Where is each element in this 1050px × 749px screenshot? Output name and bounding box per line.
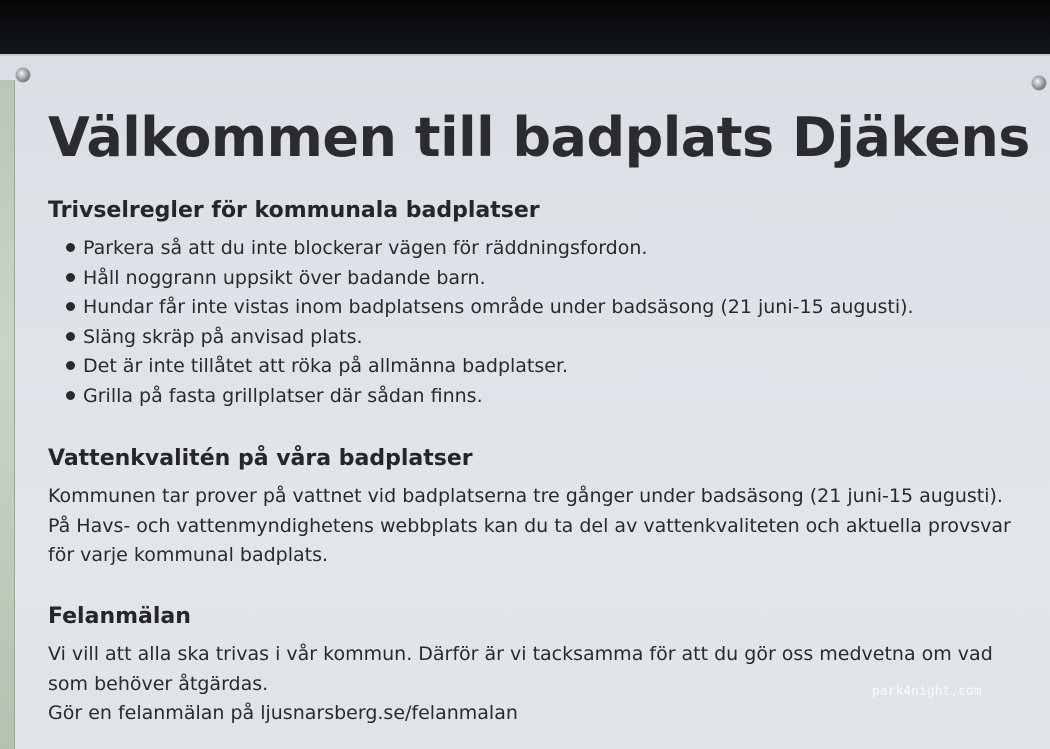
- rule-text: Släng skräp på anvisad plats.: [83, 325, 363, 348]
- text-line: Vi vill att alla ska trivas i vår kommun. Därför är vi tacksamma för att du gör oss medvetna om vad: [48, 643, 993, 665]
- fault-report-text: [48, 640, 993, 729]
- rule-text: Håll noggrann uppsikt över badande barn.: [83, 266, 486, 289]
- fault-report-heading: Felanmälan: [48, 604, 191, 629]
- screw-icon: [16, 68, 30, 82]
- rule-item: [66, 293, 914, 323]
- rule-item: [66, 264, 914, 294]
- bullet-icon: [66, 391, 75, 400]
- bullet-icon: [66, 302, 75, 311]
- water-quality-text: [48, 482, 1011, 571]
- rules-list: [66, 234, 914, 411]
- bullet-icon: [66, 332, 75, 341]
- bullet-icon: [66, 361, 75, 370]
- rule-item: [66, 352, 914, 382]
- rule-text: Hundar får inte vistas inom badplatsens område under badsäsong (21 juni-15 augusti).: [83, 296, 914, 318]
- rule-text: Det är inte tillåtet att röka på allmänna badplatser.: [83, 355, 569, 377]
- rules-heading: Trivselregler för kommunala badplatser: [48, 198, 540, 223]
- text-line: för varje kommunal badplats.: [48, 544, 329, 566]
- sign-title: Välkommen till badplats Djäkens: [48, 106, 1030, 169]
- dark-background-top: [0, 0, 1050, 56]
- rule-item: [66, 323, 914, 353]
- bullet-icon: [66, 243, 75, 252]
- text-line: Gör en felanmälan på ljusnarsberg.se/felanmalan: [48, 702, 518, 724]
- adjacent-map-panel: [0, 80, 15, 749]
- watermark: park4night.com: [872, 684, 982, 699]
- rule-text: Grilla på fasta grillplatser där sådan finns.: [83, 384, 483, 407]
- rule-item: [66, 234, 914, 264]
- text-line: som behöver åtgärdas.: [48, 672, 269, 695]
- text-line: Kommunen tar prover på vattnet vid badplatserna tre gånger under badsäsong (21 juni-15 augusti).: [48, 485, 1003, 507]
- screw-icon: [1032, 76, 1046, 90]
- rule-text: Parkera så att du inte blockerar vägen för räddningsfordon.: [83, 237, 648, 259]
- text-line: På Havs- och vattenmyndighetens webbplats kan du ta del av vattenkvaliteten och aktuella provsvar: [48, 514, 1011, 537]
- water-quality-heading: Vattenkvalitén på våra badplatser: [48, 446, 473, 471]
- rule-item: [66, 382, 914, 412]
- bullet-icon: [66, 273, 75, 282]
